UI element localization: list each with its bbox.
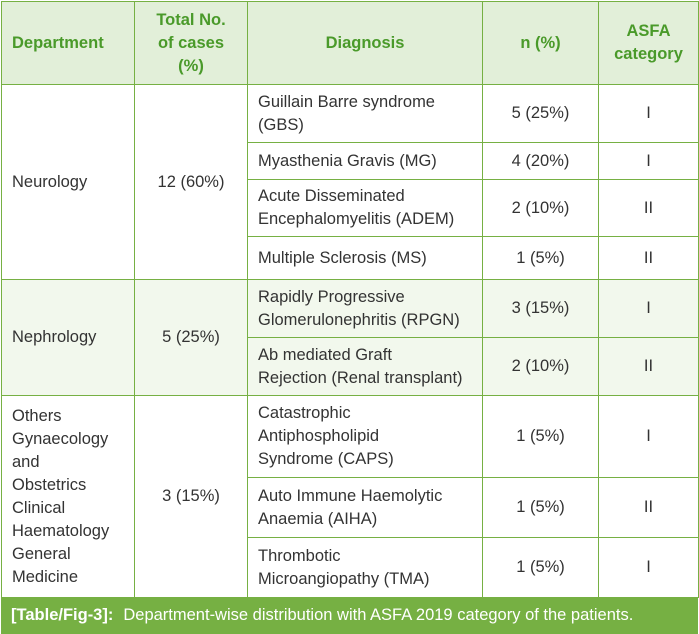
table-row — [2, 396, 699, 478]
n-percent-cell: 1 (5%) — [483, 237, 599, 280]
total-cases-cell: 12 (60%) — [135, 85, 248, 280]
asfa-cell: I — [599, 85, 699, 143]
n-percent-cell: 3 (15%) — [483, 280, 599, 338]
asfa-cell: I — [599, 396, 699, 478]
diagnosis-cell: Acute Disseminated Encephalomyelitis (ADEM) — [248, 180, 483, 237]
total-cases-cell: 3 (15%) — [135, 396, 248, 598]
table-row — [2, 85, 699, 143]
caption-text: Department-wise distribution with ASFA 2019 category of the patients. — [123, 606, 634, 624]
asfa-cell: I — [599, 538, 699, 598]
total-cases-cell: 5 (25%) — [135, 280, 248, 396]
table-row — [2, 280, 699, 338]
n-percent-cell: 2 (10%) — [483, 338, 599, 396]
header-department: Department — [2, 2, 135, 85]
n-percent-cell: 1 (5%) — [483, 478, 599, 538]
asfa-cell: II — [599, 180, 699, 237]
department-cell: Nephrology — [2, 280, 135, 396]
diagnosis-cell: Ab mediated Graft Rejection (Renal transplant) — [248, 338, 483, 396]
diagnosis-cell: Catastrophic Antiphospholipid Syndrome (CAPS) — [248, 396, 483, 478]
n-percent-cell: 1 (5%) — [483, 396, 599, 478]
asfa-cell: I — [599, 143, 699, 180]
n-percent-cell: 2 (10%) — [483, 180, 599, 237]
figure-caption — [1, 597, 698, 634]
diagnosis-cell: Guillain Barre syndrome (GBS) — [248, 85, 483, 143]
diagnosis-cell: Myasthenia Gravis (MG) — [248, 143, 483, 180]
n-percent-cell: 5 (25%) — [483, 85, 599, 143]
header-row — [2, 2, 699, 85]
header-total-cases: Total No. of cases (%) — [135, 2, 248, 85]
header-diagnosis: Diagnosis — [248, 2, 483, 85]
header-asfa-category: ASFA category — [599, 2, 699, 85]
asfa-cell: II — [599, 237, 699, 280]
n-percent-cell: 4 (20%) — [483, 143, 599, 180]
diagnosis-cell: Rapidly Progressive Glomerulonephritis (RPGN) — [248, 280, 483, 338]
asfa-cell: II — [599, 478, 699, 538]
diagnosis-cell: Thrombotic Microangiopathy (TMA) — [248, 538, 483, 598]
asfa-cell: I — [599, 280, 699, 338]
header-n-percent: n (%) — [483, 2, 599, 85]
department-cell: Neurology — [2, 85, 135, 280]
department-cell: Others Gynaecology and Obstetrics Clinical Haematology General Medicine — [2, 396, 135, 598]
diagnosis-cell: Multiple Sclerosis (MS) — [248, 237, 483, 280]
n-percent-cell: 1 (5%) — [483, 538, 599, 598]
caption-label: [Table/Fig-3]: — [11, 606, 114, 624]
data-table — [1, 1, 699, 598]
asfa-cell: II — [599, 338, 699, 396]
diagnosis-cell: Auto Immune Haemolytic Anaemia (AIHA) — [248, 478, 483, 538]
